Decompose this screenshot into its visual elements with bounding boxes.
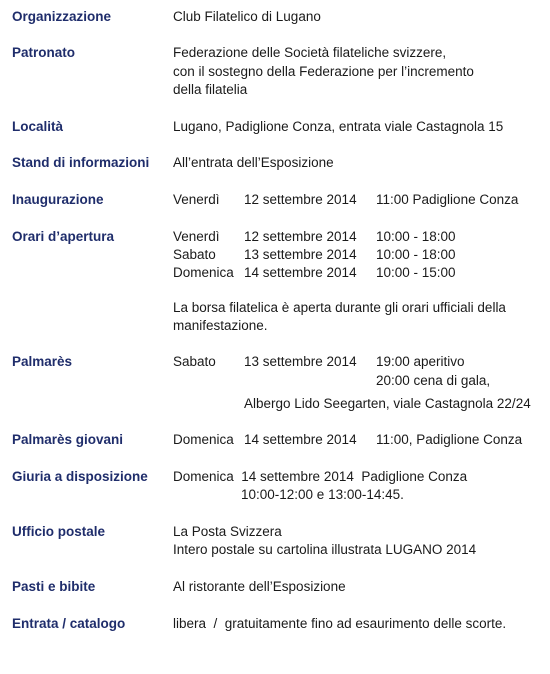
palmares-giovani-info: 11:00, Padiglione Conza bbox=[376, 432, 523, 447]
value-pasti-bibite: Al ristorante dell’Esposizione bbox=[173, 579, 346, 594]
label-pasti-bibite: Pasti e bibite bbox=[12, 579, 96, 594]
label-palmares: Palmarès bbox=[12, 354, 73, 369]
label-inaugurazione: Inaugurazione bbox=[12, 192, 104, 207]
orari-date: 13 settembre 2014 bbox=[244, 247, 357, 262]
palmares-event-2: 20:00 cena di gala, bbox=[376, 373, 491, 388]
label-stand-informazioni: Stand di informazioni bbox=[12, 155, 150, 170]
palmares-day: Sabato bbox=[173, 354, 216, 369]
inaugurazione-date: 12 settembre 2014 bbox=[244, 192, 357, 207]
label-orari-apertura: Orari d’apertura bbox=[12, 229, 115, 244]
orari-time: 10:00 - 15:00 bbox=[376, 265, 456, 280]
orari-note-line-2: manifestazione. bbox=[173, 318, 268, 333]
inaugurazione-info: 11:00 Padiglione Conza bbox=[376, 192, 519, 207]
orari-note-line-1: La borsa filatelica è aperta durante gli orari ufficiali della bbox=[173, 300, 506, 315]
ufficio-line-2: Intero postale su cartolina illustrata LUGANO 2014 bbox=[173, 542, 477, 557]
label-palmares-giovani: Palmarès giovani bbox=[12, 432, 124, 447]
label-ufficio-postale: Ufficio postale bbox=[12, 524, 106, 539]
orari-time: 10:00 - 18:00 bbox=[376, 247, 456, 262]
orari-day: Domenica bbox=[173, 265, 234, 280]
giuria-line-2: 10:00-12:00 e 13:00-14:45. bbox=[241, 487, 404, 502]
orari-date: 14 settembre 2014 bbox=[244, 265, 357, 280]
giuria-line-1: Domenica 14 settembre 2014 Padiglione Conza bbox=[173, 469, 468, 484]
patronato-line-1: Federazione delle Società filateliche svizzere, bbox=[173, 45, 447, 60]
orari-day: Venerdì bbox=[173, 229, 220, 244]
orari-date: 12 settembre 2014 bbox=[244, 229, 357, 244]
label-giuria: Giuria a disposizione bbox=[12, 469, 148, 484]
label-localita: Località bbox=[12, 119, 64, 134]
label-entrata-catalogo: Entrata / catalogo bbox=[12, 616, 126, 631]
inaugurazione-day: Venerdì bbox=[173, 192, 220, 207]
palmares-date: 13 settembre 2014 bbox=[244, 354, 357, 369]
palmares-venue: Albergo Lido Seegarten, viale Castagnola 22/24 bbox=[244, 396, 531, 411]
value-organizzazione: Club Filatelico di Lugano bbox=[173, 9, 321, 24]
orari-time: 10:00 - 18:00 bbox=[376, 229, 456, 244]
orari-day: Sabato bbox=[173, 247, 216, 262]
patronato-line-2: con il sostegno della Federazione per l’incremento bbox=[173, 64, 474, 79]
ufficio-line-1: La Posta Svizzera bbox=[173, 524, 282, 539]
palmares-event-1: 19:00 aperitivo bbox=[376, 354, 465, 369]
label-patronato: Patronato bbox=[12, 45, 76, 60]
value-stand-informazioni: All’entrata dell’Esposizione bbox=[173, 155, 334, 170]
value-entrata-catalogo: libera / gratuitamente fino ad esaurimento delle scorte. bbox=[173, 616, 507, 631]
palmares-giovani-date: 14 settembre 2014 bbox=[244, 432, 357, 447]
palmares-giovani-day: Domenica bbox=[173, 432, 234, 447]
value-localita: Lugano, Padiglione Conza, entrata viale Castagnola 15 bbox=[173, 119, 504, 134]
label-organizzazione: Organizzazione bbox=[12, 9, 112, 24]
patronato-line-3: della filatelia bbox=[173, 82, 248, 97]
